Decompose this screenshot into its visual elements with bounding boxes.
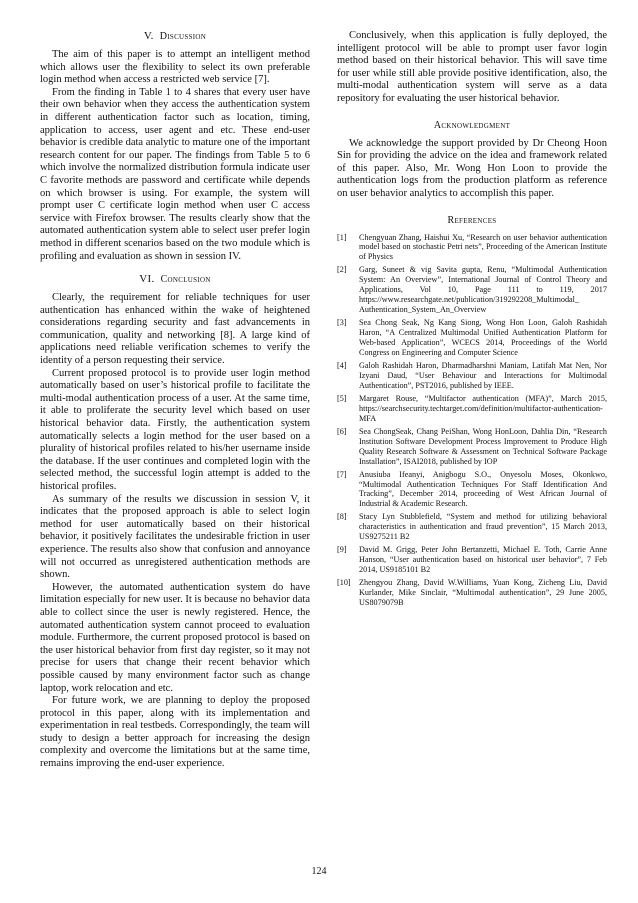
reference-list <box>337 233 607 608</box>
conclusion-paragraph-5: For future work, we are planning to deploy the proposed protocol in this paper, along with its implementation and experimentation in real testbeds. Correspondingly, the team will study to design a better approach for increasing the design complexity and overcome the limitations but at the same time, remains improving the end-user experience. <box>40 695 310 770</box>
acknowledgment-title: Acknowledgment <box>433 119 511 131</box>
reference-item <box>337 394 607 424</box>
reference-item <box>337 265 607 315</box>
reference-text: Garg, Suneet & vig Savita gupta, Renu, “Multimodal Authentication System: An Overview”, International Journal of Control Theory and Applications, Vol 10, Page 111 to 119, 2017 https://www.researchgate.net/publication/319292208_Multimodal_ Authentication_System_An_Overview <box>359 265 607 315</box>
reference-tag: [6] <box>337 426 347 436</box>
conclusion-paragraph-2: Current proposed protocol is to provide user login method automatically based on user’s historical profile to facilitate the multi-modal authentication process of a user. At the same time, it able to proliferate the security level which based on user historical behavior data. Firstly, the authentication system automatically selects a login method for the user based on a plurality of historical profiles related to his/her username inside the database. If the user continues and completed login with the selected method, the successful login attempt is added to the historical profiles. <box>40 367 310 492</box>
reference-tag: [4] <box>337 360 347 370</box>
left-column <box>40 30 310 771</box>
reference-tag: [8] <box>337 512 347 522</box>
reference-tag: [7] <box>337 469 347 479</box>
conclusion-heading <box>40 273 310 286</box>
references-heading <box>337 215 607 227</box>
conclusion-paragraph-4: However, the automated authentication system do have limitation especially for new user. It is because no behavior data able to collect since the user is newly registered. Hence, the automated authentication system cannot proceed to evaluation module. Furthermore, the current proposed protocol is based on the user historical behavior from first day register, so it may not precise for users that change their recent behavior which possible caused by many environment factor such as change laptop, work relocation and etc. <box>40 581 310 694</box>
references-title: References <box>447 214 497 226</box>
reference-tag: [10] <box>337 578 351 588</box>
reference-text: Chengyuan Zhang, Haishui Xu, “Research on user behavior authentication model based on stochastic Petri nets”, Proceeding of the American Institute of Physics <box>359 232 607 262</box>
reference-text: Galoh Rashidah Haron, Dharmadharshni Maniam, Latifah Mat Nen, Nor Izyani Daud, “User Behaviour and Interactions for Multimodal Authentication”, PST2016, published by IEEE. <box>359 360 607 390</box>
reference-tag: [2] <box>337 265 347 275</box>
reference-text: Stacy Lyn Stubblefield, “System and method for utilizing behavioral characteristics in authentication and fraud prevention”, 15 March 2013, US9275211 B2 <box>359 512 607 542</box>
discussion-heading <box>40 30 310 43</box>
discussion-paragraph-2: From the finding in Table 1 to 4 shares that every user have their own behavior when they access the authentication system in different authentication factor such as location, timing, application to access, user agent and etc. These end-user behavior is credible data analytic to mature one of the important research content for our paper. The findings from Table 5 to 6 which involve the normalized distribution formula indicate user C favorite methods are password and certificate while depends on which browser is using. For example, the system will prompt user C certificate login method when user C access service with Firefox browser. The results clearly show that the automated authentication system able to select user prefer login method in different scenarios based on the two module which is profiling and evaluation as shown in session IV. <box>40 86 310 262</box>
right-column <box>337 30 607 611</box>
reference-text: Sea Chong Seak, Ng Kang Siong, Wong Hon Loon, Galoh Rashidah Haron, “A Centralized Multimodal Unified Authentication Platform for Web-based Application”, WCECS 2014, Proceedings of the World Congress on Engineering and Computer Science <box>359 318 607 357</box>
reference-item <box>337 470 607 510</box>
reference-item <box>337 545 607 575</box>
reference-item <box>337 361 607 391</box>
acknowledgment-paragraph: We acknowledge the support provided by Dr Cheong Hoon Sin for providing the advice on the idea and framework related of this paper. Also, Mr. Wong Hon Loon to provide the authentication logs from the production platform as reference on user behavior analytics to accomplish this paper. <box>337 137 607 199</box>
reference-item <box>337 318 607 358</box>
reference-tag: [3] <box>337 318 347 328</box>
discussion-title: Discussion <box>159 31 207 42</box>
conclusion-continued-paragraph: Conclusively, when this application is fully deployed, the intelligent protocol will be able to prompt user favor login method based on their historical behavior. This will save time for user while still able provide positive identification, also, the multi-modal authentication system will serve as a data repository for evaluating the user historical behavior. <box>337 30 607 104</box>
reference-item <box>337 233 607 263</box>
reference-item <box>337 427 607 467</box>
conclusion-number: VI. <box>139 273 155 286</box>
reference-tag: [1] <box>337 232 347 242</box>
reference-text: Sea ChongSeak, Chang PeiShan, Wong HonLoon, Dahlia Din, “Research Institution Software Development Process Improvement to Produce High Quality Research Software & Assessment on Technical Software Package Installation”, ISAI2018, published by IOP <box>359 426 607 466</box>
conclusion-paragraph-3: As summary of the results we discussion in session V, it indicates that the proposed approach is able to select login method for user automatically based on their historical behavior, it positively facilitates the undesirable friction in user experience. The results also show that confusion and annoyance will not occurred as unregistered authentication methods are shown. <box>40 493 310 581</box>
reference-text: Anusiuba Ifeanyi, Anigbogu S.O., Onyesolu Moses, Okonkwo, “Multimodal Authentication Techniques For Staff Identification And Tracking”, December 2014, proceeding of West African Journal of Industrial & Academic Research. <box>359 469 607 509</box>
discussion-number: V. <box>143 30 154 42</box>
reference-text: Zhengyou Zhang, David W.Williams, Yuan Kong, Zicheng Liu, David Kurlander, Mike Sinclair, “Multimodal authentication”, 29 June 2005, US8079079B <box>359 578 607 608</box>
reference-tag: [9] <box>337 545 347 555</box>
reference-text: David M. Grigg, Peter John Bertanzetti, Michael E. Toth, Carrie Anne Hanson, “User authentication based on historical user behavior”, 7 Feb 2014, US9185101 B2 <box>359 545 607 575</box>
conclusion-paragraph-1: Clearly, the requirement for reliable techniques for user authentication has enhanced within the wake of heightened considerations regarding security and fast advancements in communication, quality and networking [8]. A large kind of applications need reliable verification schemes to verify the identity of a person requesting their service. <box>40 292 310 367</box>
page-number: 124 <box>311 866 327 877</box>
acknowledgment-heading <box>337 120 607 132</box>
reference-text: Margaret Rouse, “Multifactor authentication (MFA)”, March 2015, https://searchsecurity.techtarget.com/definition/multifactor-authentication-MFA <box>359 393 607 423</box>
reference-tag: [5] <box>337 393 347 403</box>
conclusion-title: Conclusion <box>160 274 211 286</box>
reference-item <box>337 578 607 608</box>
discussion-paragraph-1: The aim of this paper is to attempt an intelligent method which allows user the flexibility to select its own preferable login method when access a restricted web service [7]. <box>40 49 310 86</box>
reference-item <box>337 512 607 542</box>
